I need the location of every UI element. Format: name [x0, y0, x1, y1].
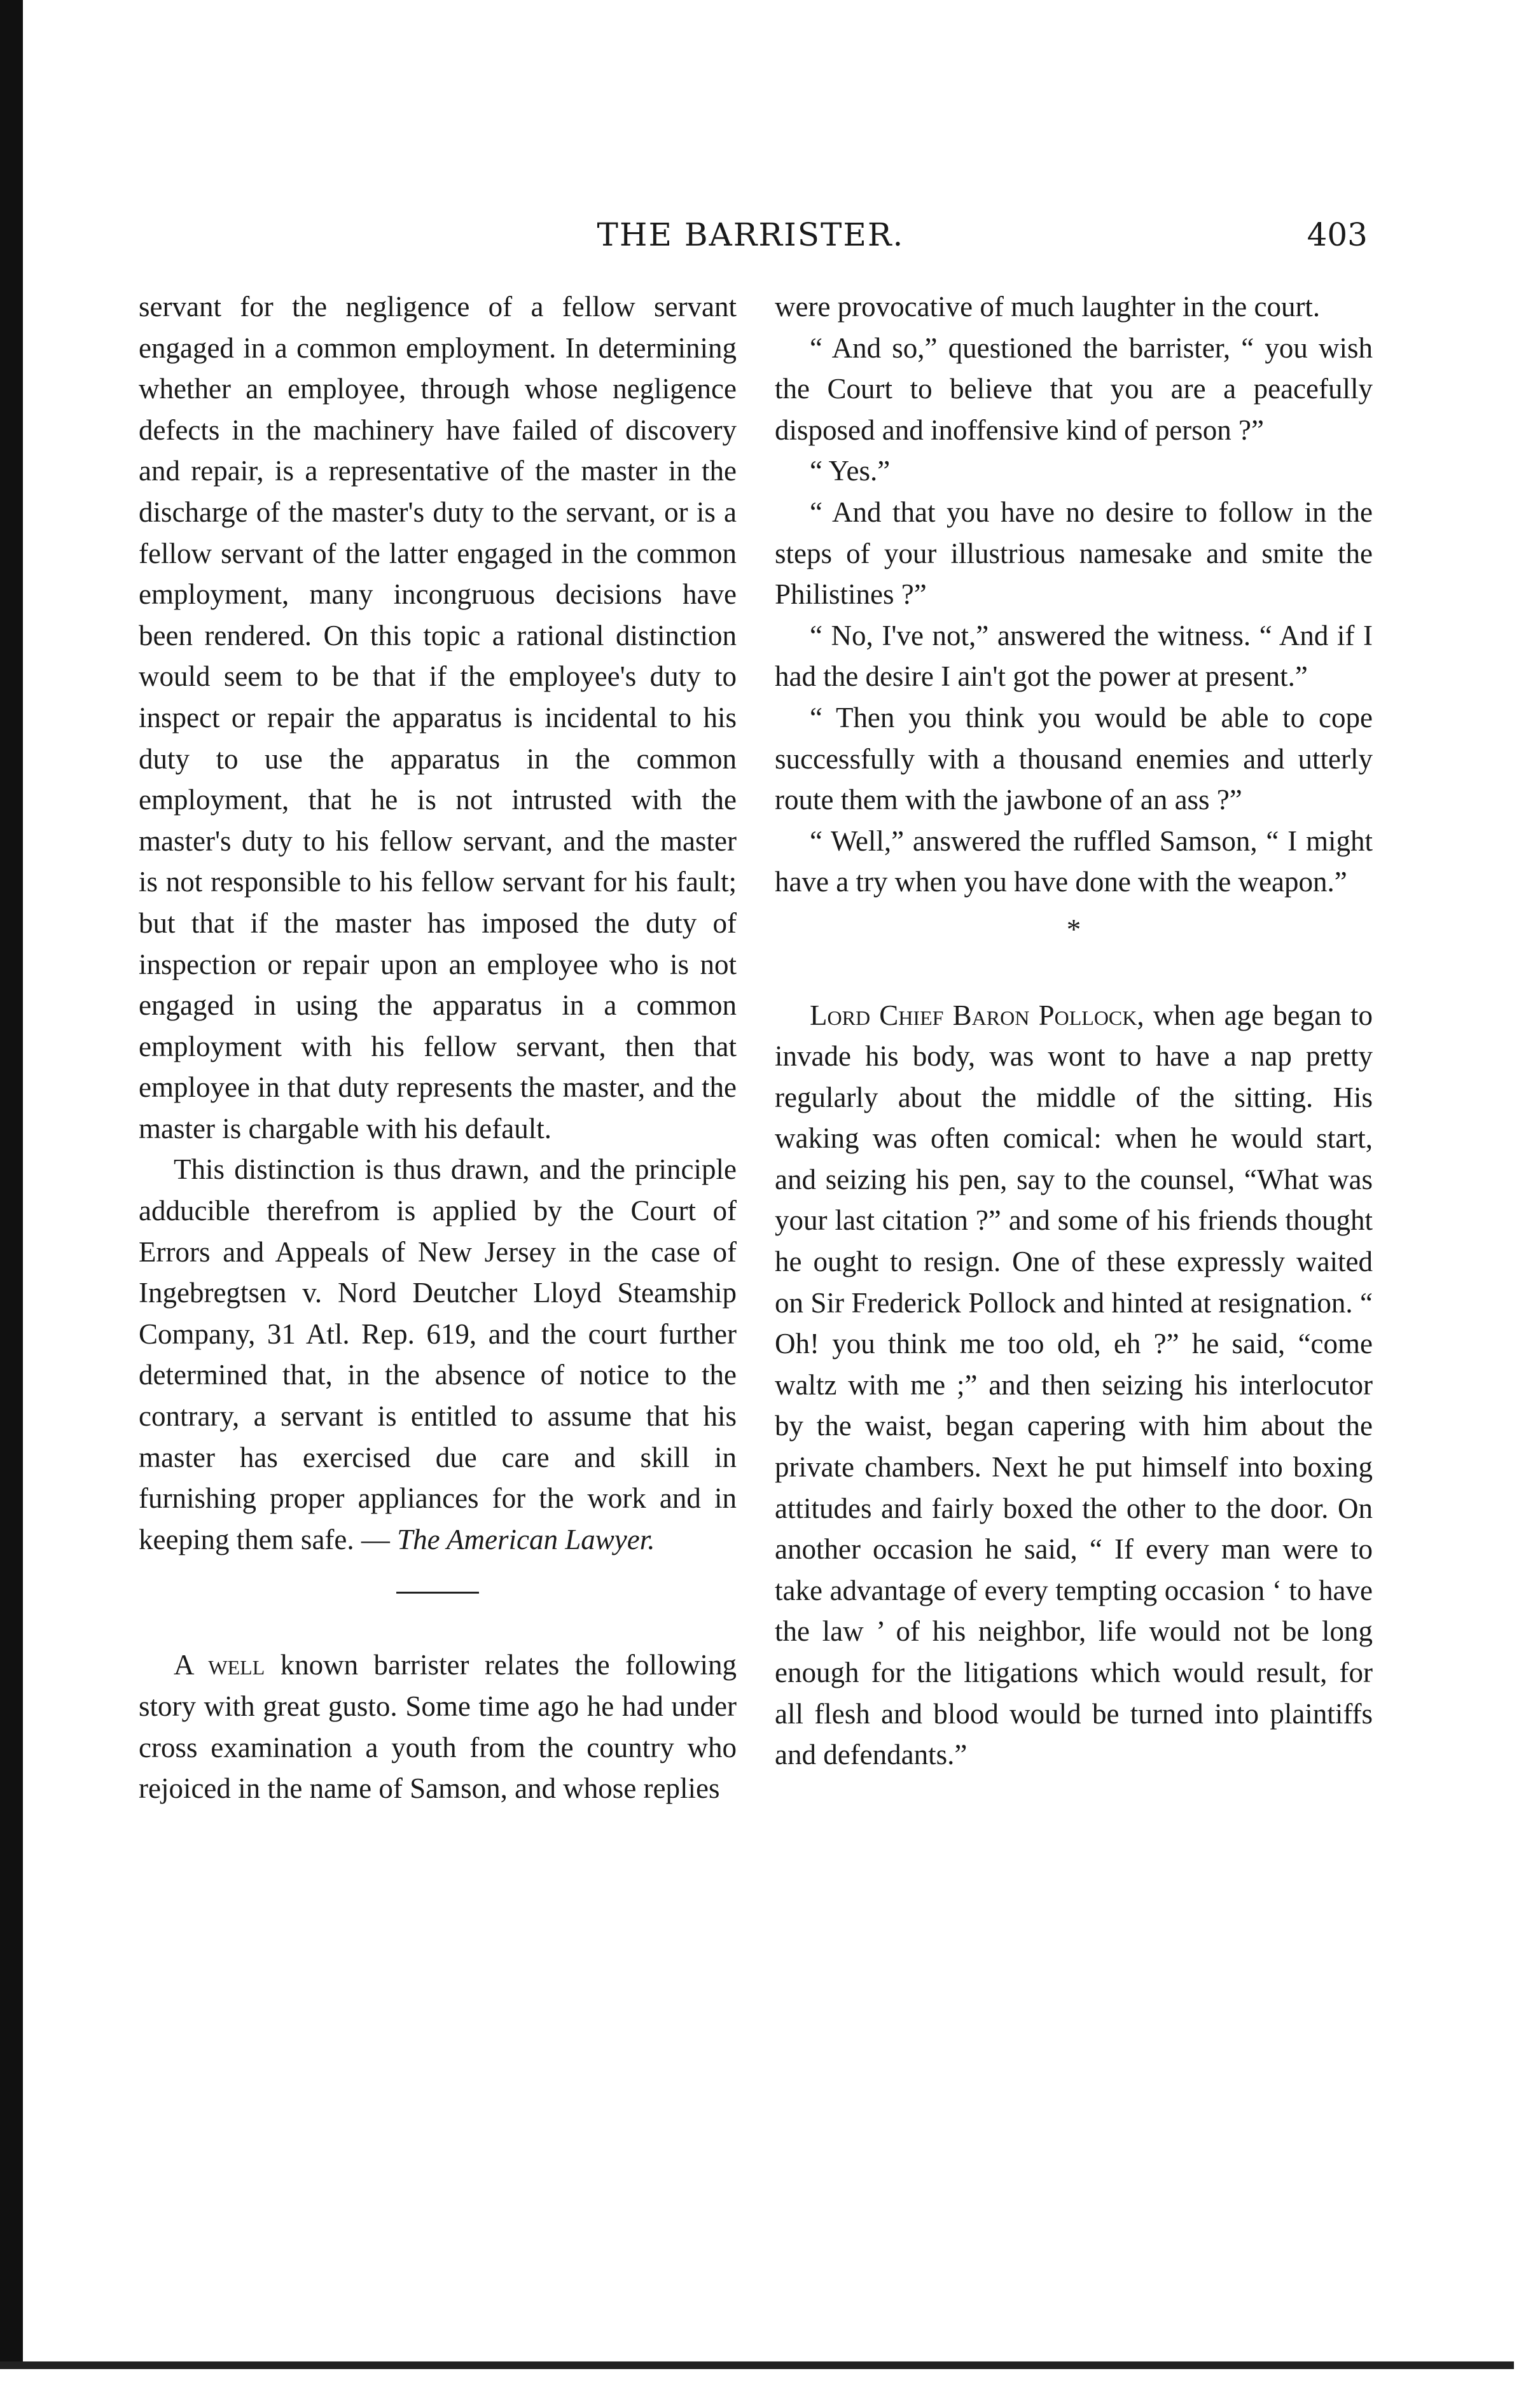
page-binding-edge: [0, 0, 23, 2368]
story-text: known barrister relates the following story with great gusto. Some time ago he had under cross examination a youth from the country who rejoiced in the name of Samson, and whose replies: [139, 1649, 737, 1805]
page-number: 403: [1307, 216, 1368, 253]
paragraph-distinction: [139, 1149, 737, 1560]
page-bottom-edge: [0, 2361, 1514, 2369]
left-column: [139, 286, 737, 1809]
running-title: THE BARRISTER.: [597, 216, 905, 253]
right-column: [775, 286, 1373, 1776]
dialogue-2: “ Yes.”: [810, 455, 891, 487]
dialogue-1: “ And so,” questioned the barrister, “ you wish the Court to believe that you are a peacefully disposed and inoffensive kind of person ?”: [775, 331, 1373, 446]
paragraph-pollock: [775, 995, 1373, 1776]
paragraph-servant-negligence: servant for the negligence of a fellow servant engaged in a common employment. In determining whether an employee, through whose negligence defects in the machinery have failed of discovery and repair, is a representative of the master in the discharge of the master's duty to the servant, or is a fellow servant of the latter engaged in the common employment, many incongruous decisions have been rendered. On this topic a rational distinction would seem to be that if the employee's duty to inspect or repair the apparatus is incidental to his duty to use the apparatus in the common employment, that he is not intrusted with the master's duty to his fellow servant, and the master is not responsible to his fellow servant for his fault; but that if the master has imposed the duty of inspection or repair upon an employee who is not engaged in using the apparatus in a common employment with his fellow servant, then that employee in that duty represents the master, and the master is chargable with his default.: [139, 291, 737, 1144]
section-divider-rule: [396, 1592, 479, 1594]
paragraph-distinction-text: This distinction is thus drawn, and the principle adducible therefrom is applied by the Court of Errors and Appeals of New Jersey in the case of Ingebregtsen v. Nord Deutcher Lloyd Steamship Company, 31 Atl. Rep. 619, and the court further determined that, in the absence of notice to the contrary, a servant is entitled to assume that his master has exercised due care and skill in furnishing proper appliances for the work and in keeping them safe. —: [139, 1153, 737, 1555]
asterisk-separator: *: [1066, 913, 1081, 945]
dialogue-4: “ No, I've not,” answered the witness. “ And if I had the desire I ain't got the power at present.”: [775, 619, 1373, 693]
dialogue-6: “ Well,” answered the ruffled Samson, “ I might have a try when you have done with the weapon.”: [775, 824, 1373, 898]
source-citation: The American Lawyer.: [397, 1523, 655, 1555]
dialogue-3: “ And that you have no desire to follow in the steps of your illustrious namesake and smite the Philistines ?”: [775, 496, 1373, 611]
paragraph-continuation: were provocative of much laughter in the court.: [775, 291, 1321, 323]
pollock-lead-words: Lord Chief Baron Pollock,: [810, 999, 1144, 1031]
running-head: [134, 216, 1368, 274]
pollock-text: when age began to invade his body, was wont to have a nap pretty regularly about the middle of the sitting. His waking was often comical: when he would start, and seizing his pen, say to the counsel, “What was your last citation ?” and some of his friends thought he ought to resign. One of these expressly waited on Sir Frederick Pollock and hinted at resignation. “ Oh! you think me too old, eh ?” he said, “come waltz with me ;” and then seizing his interlocutor by the waist, began capering with him about the private chambers. Next he put himself into boxing attitudes and fairly boxed the other to the door. On another occasion he said, “ If every man were to take advantage of every tempting occasion ‘ to have the law ’ of his neighbor, life would not be long enough for the litigations which would result, for all flesh and blood would be turned into plaintiffs and defendants.”: [775, 999, 1373, 1771]
paragraph-barrister-story: [139, 1644, 737, 1809]
story-lead-words: A well: [174, 1649, 265, 1681]
dialogue-5: “ Then you think you would be able to cope successfully with a thousand enemies and utterly route them with the jawbone of an ass ?”: [775, 701, 1373, 816]
